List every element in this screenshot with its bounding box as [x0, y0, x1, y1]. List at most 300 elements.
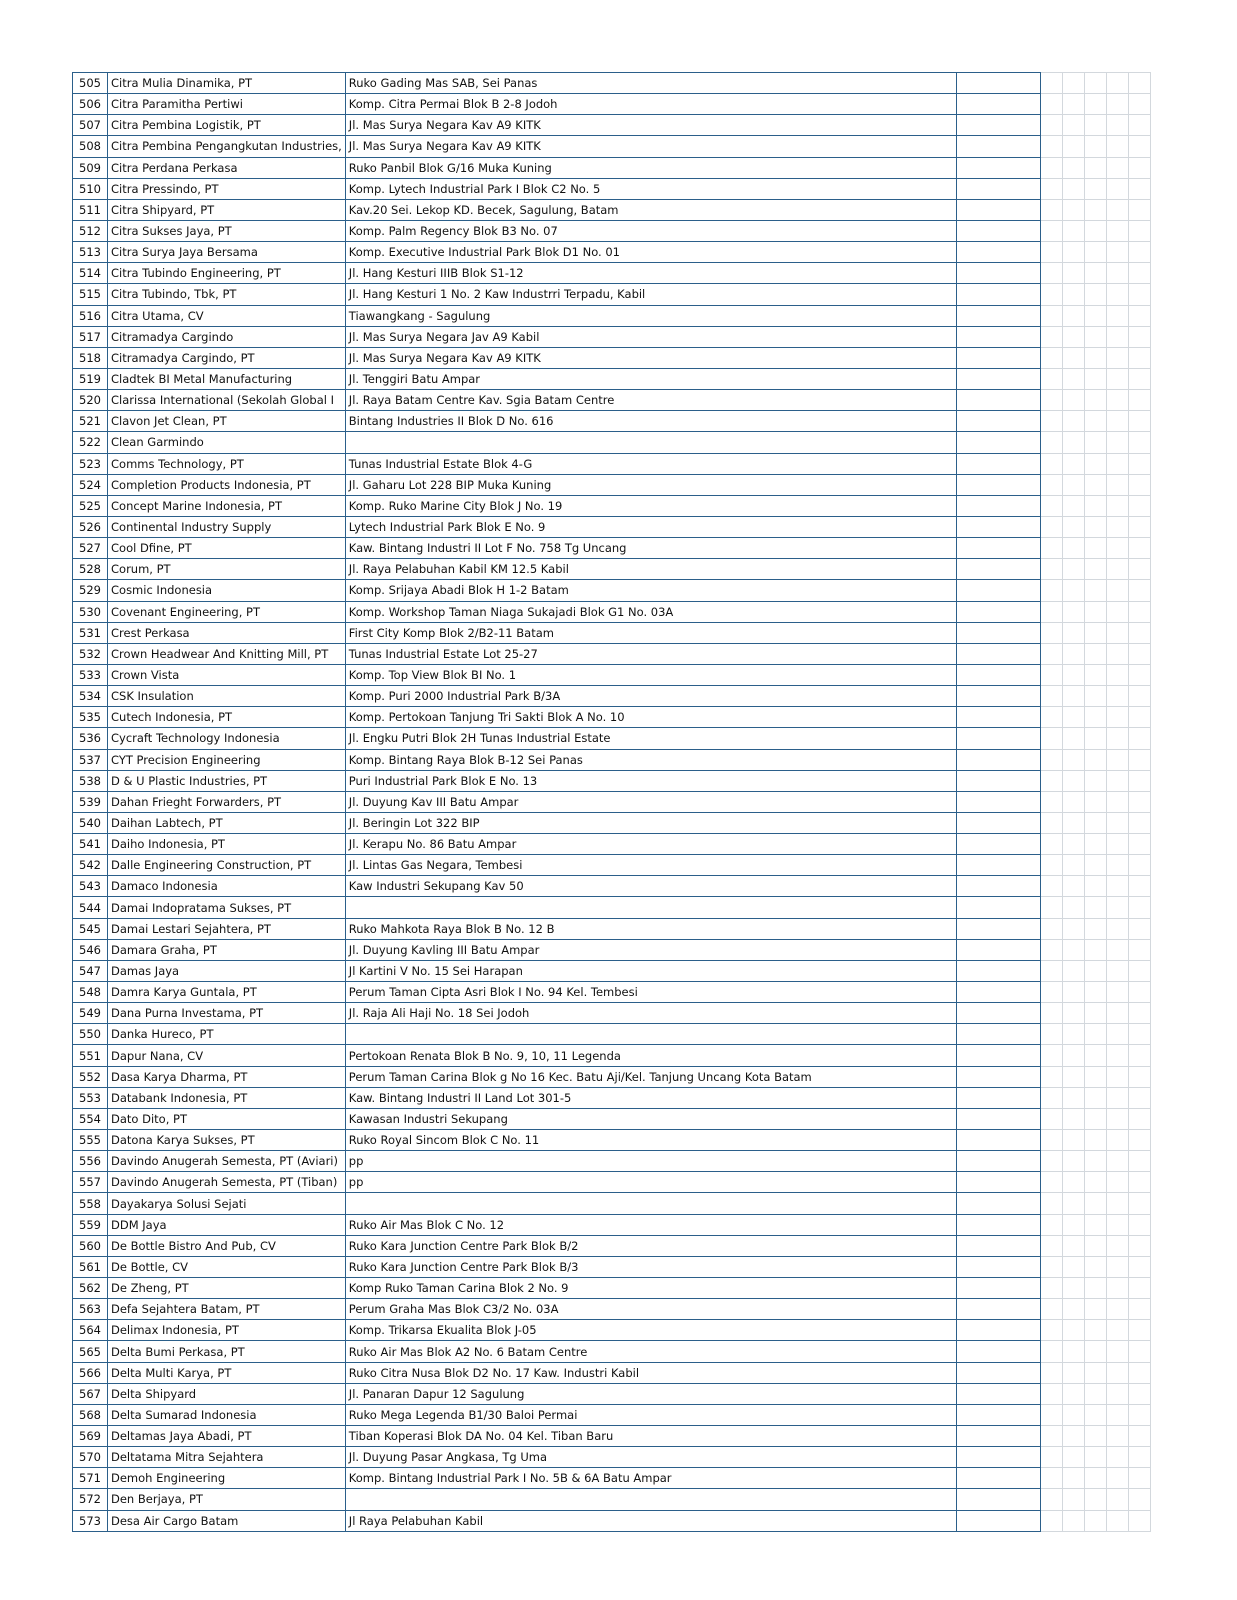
- row-number-cell[interactable]: 565: [73, 1341, 108, 1362]
- grid-cell[interactable]: [1106, 1404, 1128, 1425]
- company-name-cell[interactable]: Delimax Indonesia, PT: [108, 1320, 346, 1341]
- address-cell[interactable]: Jl. Raya Batam Centre Kav. Sgia Batam Centre: [345, 390, 956, 411]
- address-cell[interactable]: Komp. Executive Industrial Park Blok D1 No. 01: [345, 242, 956, 263]
- empty-cell[interactable]: [956, 263, 1040, 284]
- grid-cell[interactable]: [1062, 960, 1084, 981]
- company-name-cell[interactable]: Daihan Labtech, PT: [108, 812, 346, 833]
- empty-cell[interactable]: [956, 347, 1040, 368]
- grid-cell[interactable]: [1062, 791, 1084, 812]
- empty-cell[interactable]: [956, 1151, 1040, 1172]
- address-cell[interactable]: Komp. Workshop Taman Niaga Sukajadi Blok G1 No. 03A: [345, 601, 956, 622]
- empty-cell[interactable]: [956, 220, 1040, 241]
- grid-cell[interactable]: [1128, 622, 1150, 643]
- company-name-cell[interactable]: Citra Tubindo, Tbk, PT: [108, 284, 346, 305]
- address-cell[interactable]: Jl. Duyung Kavling III Batu Ampar: [345, 939, 956, 960]
- grid-cell[interactable]: [1128, 474, 1150, 495]
- grid-cell[interactable]: [1084, 1108, 1106, 1129]
- grid-cell[interactable]: [1040, 495, 1062, 516]
- row-number-cell[interactable]: 564: [73, 1320, 108, 1341]
- company-name-cell[interactable]: Damas Jaya: [108, 960, 346, 981]
- empty-cell[interactable]: [956, 897, 1040, 918]
- empty-cell[interactable]: [956, 1087, 1040, 1108]
- grid-cell[interactable]: [1062, 1447, 1084, 1468]
- grid-cell[interactable]: [1128, 559, 1150, 580]
- grid-cell[interactable]: [1106, 1130, 1128, 1151]
- address-cell[interactable]: Jl. Mas Surya Negara Kav A9 KITK: [345, 347, 956, 368]
- grid-cell[interactable]: [1040, 1489, 1062, 1510]
- grid-cell[interactable]: [1040, 474, 1062, 495]
- grid-cell[interactable]: [1040, 897, 1062, 918]
- grid-cell[interactable]: [1106, 1172, 1128, 1193]
- grid-cell[interactable]: [1106, 939, 1128, 960]
- company-name-cell[interactable]: Desa Air Cargo Batam: [108, 1510, 346, 1531]
- row-number-cell[interactable]: 535: [73, 707, 108, 728]
- grid-cell[interactable]: [1084, 1468, 1106, 1489]
- company-name-cell[interactable]: Clean Garmindo: [108, 432, 346, 453]
- address-cell[interactable]: Kaw. Bintang Industri II Lot F No. 758 Tg Uncang: [345, 538, 956, 559]
- address-cell[interactable]: Ruko Kara Junction Centre Park Blok B/3: [345, 1256, 956, 1277]
- grid-cell[interactable]: [1106, 707, 1128, 728]
- grid-cell[interactable]: [1106, 284, 1128, 305]
- row-number-cell[interactable]: 531: [73, 622, 108, 643]
- address-cell[interactable]: Ruko Gading Mas SAB, Sei Panas: [345, 73, 956, 94]
- row-number-cell[interactable]: 560: [73, 1235, 108, 1256]
- grid-cell[interactable]: [1106, 1489, 1128, 1510]
- company-name-cell[interactable]: Delta Multi Karya, PT: [108, 1362, 346, 1383]
- grid-cell[interactable]: [1106, 1468, 1128, 1489]
- empty-cell[interactable]: [956, 791, 1040, 812]
- row-number-cell[interactable]: 554: [73, 1108, 108, 1129]
- grid-cell[interactable]: [1084, 601, 1106, 622]
- grid-cell[interactable]: [1062, 347, 1084, 368]
- grid-cell[interactable]: [1062, 1172, 1084, 1193]
- grid-cell[interactable]: [1062, 305, 1084, 326]
- company-name-cell[interactable]: Crown Headwear And Knitting Mill, PT: [108, 643, 346, 664]
- address-cell[interactable]: Jl. Raja Ali Haji No. 18 Sei Jodoh: [345, 1003, 956, 1024]
- grid-cell[interactable]: [1084, 94, 1106, 115]
- grid-cell[interactable]: [1040, 728, 1062, 749]
- row-number-cell[interactable]: 520: [73, 390, 108, 411]
- grid-cell[interactable]: [1106, 876, 1128, 897]
- grid-cell[interactable]: [1128, 1130, 1150, 1151]
- grid-cell[interactable]: [1084, 1024, 1106, 1045]
- grid-cell[interactable]: [1062, 1278, 1084, 1299]
- empty-cell[interactable]: [956, 495, 1040, 516]
- grid-cell[interactable]: [1084, 1299, 1106, 1320]
- grid-cell[interactable]: [1106, 1024, 1128, 1045]
- grid-cell[interactable]: [1040, 918, 1062, 939]
- grid-cell[interactable]: [1040, 601, 1062, 622]
- empty-cell[interactable]: [956, 1320, 1040, 1341]
- address-cell[interactable]: [345, 897, 956, 918]
- grid-cell[interactable]: [1040, 1256, 1062, 1277]
- grid-cell[interactable]: [1084, 707, 1106, 728]
- row-number-cell[interactable]: 557: [73, 1172, 108, 1193]
- company-name-cell[interactable]: Delta Bumi Perkasa, PT: [108, 1341, 346, 1362]
- grid-cell[interactable]: [1084, 1066, 1106, 1087]
- row-number-cell[interactable]: 527: [73, 538, 108, 559]
- company-name-cell[interactable]: Damra Karya Guntala, PT: [108, 982, 346, 1003]
- grid-cell[interactable]: [1084, 1151, 1106, 1172]
- grid-cell[interactable]: [1040, 157, 1062, 178]
- grid-cell[interactable]: [1040, 749, 1062, 770]
- grid-cell[interactable]: [1040, 876, 1062, 897]
- grid-cell[interactable]: [1106, 136, 1128, 157]
- row-number-cell[interactable]: 525: [73, 495, 108, 516]
- address-cell[interactable]: [345, 1193, 956, 1214]
- grid-cell[interactable]: [1106, 1066, 1128, 1087]
- row-number-cell[interactable]: 550: [73, 1024, 108, 1045]
- empty-cell[interactable]: [956, 855, 1040, 876]
- empty-cell[interactable]: [956, 707, 1040, 728]
- grid-cell[interactable]: [1128, 960, 1150, 981]
- empty-cell[interactable]: [956, 918, 1040, 939]
- company-name-cell[interactable]: Daiho Indonesia, PT: [108, 834, 346, 855]
- row-number-cell[interactable]: 546: [73, 939, 108, 960]
- grid-cell[interactable]: [1128, 982, 1150, 1003]
- grid-cell[interactable]: [1106, 347, 1128, 368]
- grid-cell[interactable]: [1062, 538, 1084, 559]
- company-name-cell[interactable]: Cutech Indonesia, PT: [108, 707, 346, 728]
- grid-cell[interactable]: [1128, 1172, 1150, 1193]
- empty-cell[interactable]: [956, 453, 1040, 474]
- grid-cell[interactable]: [1106, 1341, 1128, 1362]
- grid-cell[interactable]: [1040, 538, 1062, 559]
- address-cell[interactable]: Komp. Pertokoan Tanjung Tri Sakti Blok A No. 10: [345, 707, 956, 728]
- grid-cell[interactable]: [1040, 1404, 1062, 1425]
- company-name-cell[interactable]: Delta Shipyard: [108, 1383, 346, 1404]
- row-number-cell[interactable]: 563: [73, 1299, 108, 1320]
- empty-cell[interactable]: [956, 115, 1040, 136]
- grid-cell[interactable]: [1084, 812, 1106, 833]
- grid-cell[interactable]: [1040, 664, 1062, 685]
- empty-cell[interactable]: [956, 73, 1040, 94]
- grid-cell[interactable]: [1062, 1510, 1084, 1531]
- grid-cell[interactable]: [1062, 326, 1084, 347]
- empty-cell[interactable]: [956, 94, 1040, 115]
- grid-cell[interactable]: [1128, 1299, 1150, 1320]
- grid-cell[interactable]: [1040, 263, 1062, 284]
- grid-cell[interactable]: [1040, 1066, 1062, 1087]
- empty-cell[interactable]: [956, 1341, 1040, 1362]
- row-number-cell[interactable]: 509: [73, 157, 108, 178]
- address-cell[interactable]: Ruko Air Mas Blok A2 No. 6 Batam Centre: [345, 1341, 956, 1362]
- grid-cell[interactable]: [1062, 707, 1084, 728]
- company-name-cell[interactable]: Deltamas Jaya Abadi, PT: [108, 1426, 346, 1447]
- grid-cell[interactable]: [1062, 1320, 1084, 1341]
- grid-cell[interactable]: [1040, 1087, 1062, 1108]
- grid-cell[interactable]: [1084, 918, 1106, 939]
- grid-cell[interactable]: [1106, 474, 1128, 495]
- empty-cell[interactable]: [956, 1003, 1040, 1024]
- grid-cell[interactable]: [1106, 1151, 1128, 1172]
- address-cell[interactable]: Komp. Citra Permai Blok B 2-8 Jodoh: [345, 94, 956, 115]
- grid-cell[interactable]: [1106, 368, 1128, 389]
- address-cell[interactable]: pp: [345, 1172, 956, 1193]
- grid-cell[interactable]: [1062, 1341, 1084, 1362]
- grid-cell[interactable]: [1084, 199, 1106, 220]
- grid-cell[interactable]: [1128, 516, 1150, 537]
- grid-cell[interactable]: [1062, 1404, 1084, 1425]
- grid-cell[interactable]: [1106, 242, 1128, 263]
- company-name-cell[interactable]: Databank Indonesia, PT: [108, 1087, 346, 1108]
- company-name-cell[interactable]: Cladtek BI Metal Manufacturing: [108, 368, 346, 389]
- grid-cell[interactable]: [1084, 1045, 1106, 1066]
- company-name-cell[interactable]: Dahan Frieght Forwarders, PT: [108, 791, 346, 812]
- grid-cell[interactable]: [1040, 559, 1062, 580]
- grid-cell[interactable]: [1128, 1045, 1150, 1066]
- company-name-cell[interactable]: DDM Jaya: [108, 1214, 346, 1235]
- grid-cell[interactable]: [1062, 284, 1084, 305]
- address-cell[interactable]: Tunas Industrial Estate Blok 4-G: [345, 453, 956, 474]
- grid-cell[interactable]: [1128, 1426, 1150, 1447]
- empty-cell[interactable]: [956, 1278, 1040, 1299]
- grid-cell[interactable]: [1084, 538, 1106, 559]
- row-number-cell[interactable]: 544: [73, 897, 108, 918]
- grid-cell[interactable]: [1040, 305, 1062, 326]
- grid-cell[interactable]: [1062, 1024, 1084, 1045]
- grid-cell[interactable]: [1106, 1003, 1128, 1024]
- company-name-cell[interactable]: Citra Utama, CV: [108, 305, 346, 326]
- grid-cell[interactable]: [1040, 686, 1062, 707]
- grid-cell[interactable]: [1084, 305, 1106, 326]
- grid-cell[interactable]: [1128, 749, 1150, 770]
- grid-cell[interactable]: [1106, 982, 1128, 1003]
- empty-cell[interactable]: [956, 1172, 1040, 1193]
- grid-cell[interactable]: [1128, 347, 1150, 368]
- empty-cell[interactable]: [956, 157, 1040, 178]
- grid-cell[interactable]: [1084, 1362, 1106, 1383]
- grid-cell[interactable]: [1084, 855, 1106, 876]
- address-cell[interactable]: Perum Taman Carina Blok g No 16 Kec. Batu Aji/Kel. Tanjung Uncang Kota Batam: [345, 1066, 956, 1087]
- grid-cell[interactable]: [1106, 1299, 1128, 1320]
- grid-cell[interactable]: [1106, 1426, 1128, 1447]
- grid-cell[interactable]: [1062, 1235, 1084, 1256]
- address-cell[interactable]: Komp. Trikarsa Ekualita Blok J-05: [345, 1320, 956, 1341]
- empty-cell[interactable]: [956, 834, 1040, 855]
- company-name-cell[interactable]: Dapur Nana, CV: [108, 1045, 346, 1066]
- grid-cell[interactable]: [1084, 453, 1106, 474]
- grid-cell[interactable]: [1084, 728, 1106, 749]
- grid-cell[interactable]: [1128, 73, 1150, 94]
- row-number-cell[interactable]: 542: [73, 855, 108, 876]
- grid-cell[interactable]: [1040, 220, 1062, 241]
- address-cell[interactable]: Tiban Koperasi Blok DA No. 04 Kel. Tiban Baru: [345, 1426, 956, 1447]
- empty-cell[interactable]: [956, 1235, 1040, 1256]
- grid-cell[interactable]: [1040, 453, 1062, 474]
- row-number-cell[interactable]: 556: [73, 1151, 108, 1172]
- grid-cell[interactable]: [1106, 432, 1128, 453]
- grid-cell[interactable]: [1128, 1447, 1150, 1468]
- grid-cell[interactable]: [1062, 1489, 1084, 1510]
- grid-cell[interactable]: [1040, 1299, 1062, 1320]
- grid-cell[interactable]: [1062, 601, 1084, 622]
- grid-cell[interactable]: [1128, 707, 1150, 728]
- grid-cell[interactable]: [1040, 939, 1062, 960]
- row-number-cell[interactable]: 569: [73, 1426, 108, 1447]
- company-name-cell[interactable]: Defa Sejahtera Batam, PT: [108, 1299, 346, 1320]
- grid-cell[interactable]: [1062, 939, 1084, 960]
- grid-cell[interactable]: [1106, 770, 1128, 791]
- grid-cell[interactable]: [1128, 834, 1150, 855]
- grid-cell[interactable]: [1040, 516, 1062, 537]
- address-cell[interactable]: Kaw. Bintang Industri II Land Lot 301-5: [345, 1087, 956, 1108]
- address-cell[interactable]: Jl. Mas Surya Negara Kav A9 KITK: [345, 115, 956, 136]
- grid-cell[interactable]: [1128, 1362, 1150, 1383]
- address-cell[interactable]: Ruko Air Mas Blok C No. 12: [345, 1214, 956, 1235]
- grid-cell[interactable]: [1040, 326, 1062, 347]
- company-name-cell[interactable]: Danka Hureco, PT: [108, 1024, 346, 1045]
- address-cell[interactable]: Pertokoan Renata Blok B No. 9, 10, 11 Legenda: [345, 1045, 956, 1066]
- grid-cell[interactable]: [1084, 834, 1106, 855]
- grid-cell[interactable]: [1128, 1003, 1150, 1024]
- grid-cell[interactable]: [1084, 1214, 1106, 1235]
- row-number-cell[interactable]: 517: [73, 326, 108, 347]
- grid-cell[interactable]: [1128, 178, 1150, 199]
- grid-cell[interactable]: [1040, 432, 1062, 453]
- grid-cell[interactable]: [1062, 474, 1084, 495]
- grid-cell[interactable]: [1084, 136, 1106, 157]
- grid-cell[interactable]: [1084, 1087, 1106, 1108]
- grid-cell[interactable]: [1128, 812, 1150, 833]
- grid-cell[interactable]: [1084, 1404, 1106, 1425]
- row-number-cell[interactable]: 513: [73, 242, 108, 263]
- empty-cell[interactable]: [956, 1510, 1040, 1531]
- empty-cell[interactable]: [956, 1024, 1040, 1045]
- grid-cell[interactable]: [1128, 94, 1150, 115]
- grid-cell[interactable]: [1084, 1235, 1106, 1256]
- empty-cell[interactable]: [956, 1108, 1040, 1129]
- grid-cell[interactable]: [1040, 368, 1062, 389]
- grid-cell[interactable]: [1062, 728, 1084, 749]
- grid-cell[interactable]: [1084, 1193, 1106, 1214]
- grid-cell[interactable]: [1128, 664, 1150, 685]
- empty-cell[interactable]: [956, 622, 1040, 643]
- address-cell[interactable]: Jl. Gaharu Lot 228 BIP Muka Kuning: [345, 474, 956, 495]
- grid-cell[interactable]: [1106, 1108, 1128, 1129]
- row-number-cell[interactable]: 541: [73, 834, 108, 855]
- grid-cell[interactable]: [1062, 897, 1084, 918]
- grid-cell[interactable]: [1040, 1383, 1062, 1404]
- address-cell[interactable]: Jl. Hang Kesturi 1 No. 2 Kaw Industrri Terpadu, Kabil: [345, 284, 956, 305]
- empty-cell[interactable]: [956, 1468, 1040, 1489]
- empty-cell[interactable]: [956, 939, 1040, 960]
- grid-cell[interactable]: [1084, 326, 1106, 347]
- row-number-cell[interactable]: 533: [73, 664, 108, 685]
- grid-cell[interactable]: [1084, 939, 1106, 960]
- grid-cell[interactable]: [1106, 157, 1128, 178]
- empty-cell[interactable]: [956, 664, 1040, 685]
- row-number-cell[interactable]: 548: [73, 982, 108, 1003]
- grid-cell[interactable]: [1106, 1447, 1128, 1468]
- empty-cell[interactable]: [956, 1447, 1040, 1468]
- grid-cell[interactable]: [1106, 686, 1128, 707]
- empty-cell[interactable]: [956, 1489, 1040, 1510]
- empty-cell[interactable]: [956, 1299, 1040, 1320]
- grid-cell[interactable]: [1106, 94, 1128, 115]
- grid-cell[interactable]: [1106, 538, 1128, 559]
- company-name-cell[interactable]: Delta Sumarad Indonesia: [108, 1404, 346, 1425]
- grid-cell[interactable]: [1084, 622, 1106, 643]
- row-number-cell[interactable]: 536: [73, 728, 108, 749]
- grid-cell[interactable]: [1062, 559, 1084, 580]
- grid-cell[interactable]: [1106, 834, 1128, 855]
- grid-cell[interactable]: [1106, 1214, 1128, 1235]
- grid-cell[interactable]: [1128, 686, 1150, 707]
- empty-cell[interactable]: [956, 368, 1040, 389]
- grid-cell[interactable]: [1128, 284, 1150, 305]
- grid-cell[interactable]: [1062, 115, 1084, 136]
- grid-cell[interactable]: [1040, 1003, 1062, 1024]
- grid-cell[interactable]: [1106, 199, 1128, 220]
- grid-cell[interactable]: [1128, 495, 1150, 516]
- grid-cell[interactable]: [1106, 918, 1128, 939]
- empty-cell[interactable]: [956, 876, 1040, 897]
- row-number-cell[interactable]: 521: [73, 411, 108, 432]
- row-number-cell[interactable]: 524: [73, 474, 108, 495]
- grid-cell[interactable]: [1040, 1151, 1062, 1172]
- grid-cell[interactable]: [1040, 770, 1062, 791]
- grid-cell[interactable]: [1040, 622, 1062, 643]
- grid-cell[interactable]: [1084, 390, 1106, 411]
- row-number-cell[interactable]: 505: [73, 73, 108, 94]
- company-name-cell[interactable]: Citramadya Cargindo, PT: [108, 347, 346, 368]
- address-cell[interactable]: Tiawangkang - Sagulung: [345, 305, 956, 326]
- company-name-cell[interactable]: Damai Lestari Sejahtera, PT: [108, 918, 346, 939]
- address-cell[interactable]: Ruko Royal Sincom Blok C No. 11: [345, 1130, 956, 1151]
- row-number-cell[interactable]: 506: [73, 94, 108, 115]
- grid-cell[interactable]: [1128, 643, 1150, 664]
- grid-cell[interactable]: [1084, 1172, 1106, 1193]
- row-number-cell[interactable]: 507: [73, 115, 108, 136]
- grid-cell[interactable]: [1128, 791, 1150, 812]
- grid-cell[interactable]: [1106, 178, 1128, 199]
- row-number-cell[interactable]: 562: [73, 1278, 108, 1299]
- grid-cell[interactable]: [1062, 622, 1084, 643]
- grid-cell[interactable]: [1040, 242, 1062, 263]
- address-cell[interactable]: Perum Taman Cipta Asri Blok I No. 94 Kel. Tembesi: [345, 982, 956, 1003]
- grid-cell[interactable]: [1106, 812, 1128, 833]
- grid-cell[interactable]: [1084, 749, 1106, 770]
- grid-cell[interactable]: [1062, 1362, 1084, 1383]
- grid-cell[interactable]: [1062, 1383, 1084, 1404]
- grid-cell[interactable]: [1062, 1003, 1084, 1024]
- empty-cell[interactable]: [956, 1256, 1040, 1277]
- grid-cell[interactable]: [1128, 1256, 1150, 1277]
- grid-cell[interactable]: [1040, 812, 1062, 833]
- row-number-cell[interactable]: 559: [73, 1214, 108, 1235]
- address-cell[interactable]: Komp. Bintang Raya Blok B-12 Sei Panas: [345, 749, 956, 770]
- grid-cell[interactable]: [1106, 1362, 1128, 1383]
- grid-cell[interactable]: [1040, 347, 1062, 368]
- address-cell[interactable]: Perum Graha Mas Blok C3/2 No. 03A: [345, 1299, 956, 1320]
- empty-cell[interactable]: [956, 812, 1040, 833]
- grid-cell[interactable]: [1128, 897, 1150, 918]
- row-number-cell[interactable]: 553: [73, 1087, 108, 1108]
- grid-cell[interactable]: [1040, 136, 1062, 157]
- address-cell[interactable]: Ruko Citra Nusa Blok D2 No. 17 Kaw. Industri Kabil: [345, 1362, 956, 1383]
- row-number-cell[interactable]: 545: [73, 918, 108, 939]
- company-name-cell[interactable]: Completion Products Indonesia, PT: [108, 474, 346, 495]
- grid-cell[interactable]: [1062, 812, 1084, 833]
- empty-cell[interactable]: [956, 538, 1040, 559]
- grid-cell[interactable]: [1062, 199, 1084, 220]
- grid-cell[interactable]: [1084, 1256, 1106, 1277]
- grid-cell[interactable]: [1040, 411, 1062, 432]
- company-name-cell[interactable]: Citramadya Cargindo: [108, 326, 346, 347]
- company-name-cell[interactable]: Clarissa International (Sekolah Global I: [108, 390, 346, 411]
- company-name-cell[interactable]: Citra Sukses Jaya, PT: [108, 220, 346, 241]
